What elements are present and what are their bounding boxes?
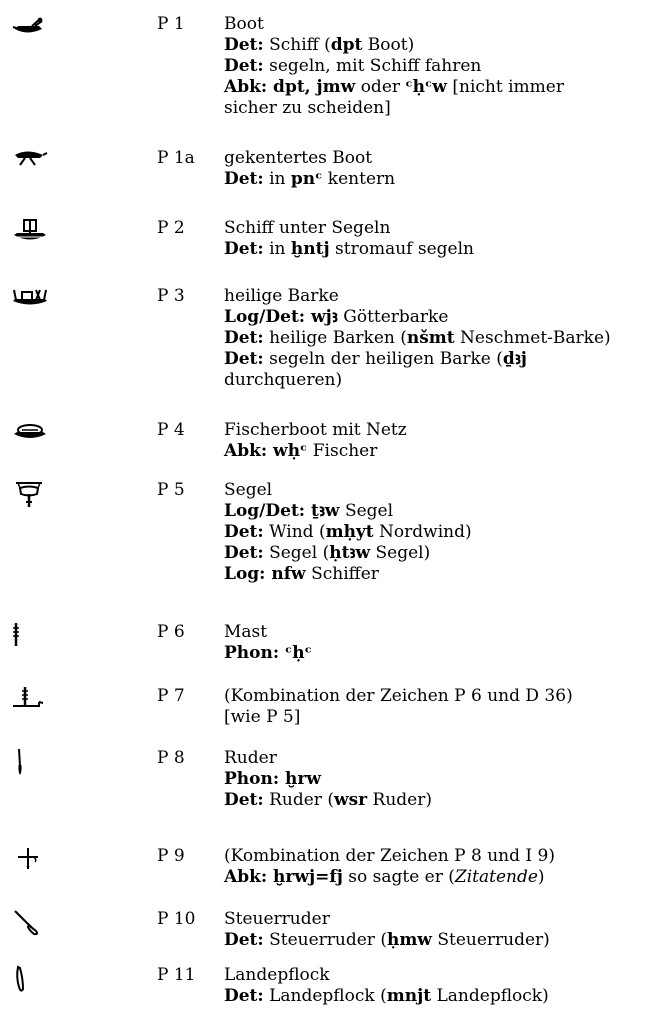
transliteration: ᶜḥᶜw: [405, 77, 447, 97]
oar-combination-icon: [10, 846, 50, 874]
field-label: Log:: [224, 564, 266, 584]
sign-code: P 4: [157, 420, 185, 440]
desc-line: [224, 35, 644, 56]
desc-line: [224, 543, 644, 564]
text-segment: [nicht immer: [446, 77, 564, 97]
sign-code: P 5: [157, 480, 185, 500]
field-label: Det:: [224, 986, 264, 1006]
sign-title: Landepflock: [224, 965, 330, 985]
desc-line: [224, 56, 644, 77]
transliteration: ṯꜣw: [305, 501, 340, 521]
sign-title: Steuerruder: [224, 909, 330, 929]
desc-line: [224, 769, 644, 790]
sign-code: P 1a: [157, 148, 195, 168]
desc-line: [224, 986, 644, 1007]
mooring-post-icon: [10, 965, 50, 993]
transliteration: wḥᶜ: [267, 441, 308, 461]
sign-code: P 9: [157, 846, 185, 866]
transliteration: ḥmw: [386, 930, 432, 950]
transliteration: wjꜣ: [305, 307, 338, 327]
sailing-ship-icon: [10, 218, 50, 246]
text-segment: Boot): [362, 35, 415, 55]
capsized-boat-icon: [10, 148, 50, 176]
desc-line: [224, 867, 644, 888]
text-segment: sicher zu scheiden]: [224, 98, 391, 118]
field-label: Det:: [224, 522, 264, 542]
transliteration: wsr: [333, 790, 368, 810]
transliteration: ḏꜣj: [502, 349, 527, 369]
transliteration: ḫrw: [279, 769, 321, 789]
text-segment: segeln, mit Schiff fahren: [263, 56, 482, 76]
desc-line: [224, 564, 644, 585]
text-segment: Ruder (: [263, 790, 334, 810]
transliteration: nšmt: [406, 328, 455, 348]
sign-title: Boot: [224, 14, 264, 34]
field-label: Det:: [224, 56, 264, 76]
sign-code: P 10: [157, 909, 196, 929]
desc-line: [224, 790, 644, 811]
sign-code: P 2: [157, 218, 185, 238]
text-segment: Segel (: [263, 543, 330, 563]
desc-line: [224, 370, 644, 391]
field-label: Det:: [224, 790, 264, 810]
desc-line: [224, 643, 644, 664]
sign-title: Segel: [224, 480, 273, 500]
text-segment: segeln der heiligen Barke (: [263, 349, 503, 369]
text-segment: Schiff (: [263, 35, 331, 55]
desc-line: [224, 169, 644, 190]
text-segment: in: [263, 169, 291, 189]
text-segment: Landepflock): [431, 986, 549, 1006]
transliteration: ḫntj: [290, 239, 330, 259]
text-segment: Neschmet-Barke): [454, 328, 611, 348]
field-label: Det:: [224, 543, 264, 563]
desc-line: [224, 930, 644, 951]
sign-title: (Kombination der Zeichen P 8 und I 9): [224, 846, 555, 866]
field-label: Det:: [224, 169, 264, 189]
field-label: Log/Det:: [224, 501, 306, 521]
text-segment: Ruder): [367, 790, 432, 810]
text-segment: [wie P 5]: [224, 707, 301, 727]
sign-title: heilige Barke: [224, 286, 339, 306]
desc-line: [224, 77, 644, 98]
sign-title: Fischerboot mit Netz: [224, 420, 407, 440]
field-label: Det:: [224, 349, 264, 369]
desc-line: [224, 328, 644, 349]
desc-line: [224, 349, 644, 370]
text-segment: Segel): [370, 543, 431, 563]
field-label: Phon:: [224, 643, 280, 663]
transliteration: ḥtꜣw: [329, 543, 371, 563]
steering-oar-icon: [10, 909, 50, 937]
transliteration: ḫrwj=fj: [267, 867, 343, 887]
text-segment: Steuerruder (: [263, 930, 387, 950]
field-label: Log/Det:: [224, 307, 306, 327]
transliteration: nfw: [265, 564, 306, 584]
sail-icon: [10, 480, 50, 508]
transliteration: mnjt: [386, 986, 432, 1006]
fishing-boat-icon: [10, 420, 50, 448]
text-segment: Segel: [339, 501, 394, 521]
sign-title: Ruder: [224, 748, 277, 768]
sign-code: P 3: [157, 286, 185, 306]
oar-icon: [10, 748, 50, 776]
text-segment: kentern: [322, 169, 396, 189]
desc-line: [224, 522, 644, 543]
transliteration: mḥyt: [325, 522, 374, 542]
text-segment: so sagte er (: [342, 867, 455, 887]
field-label: Abk:: [224, 867, 268, 887]
field-label: Abk:: [224, 441, 268, 461]
text-segment: Zitatende: [454, 867, 538, 887]
text-segment: Fischer: [307, 441, 378, 461]
field-label: Det:: [224, 239, 264, 259]
sign-code: P 7: [157, 686, 185, 706]
field-label: Det:: [224, 930, 264, 950]
sign-code: P 1: [157, 14, 185, 34]
text-segment: Landepflock (: [263, 986, 387, 1006]
transliteration: pnᶜ: [290, 169, 323, 189]
text-segment: Steuerruder): [431, 930, 550, 950]
sign-title: gekentertes Boot: [224, 148, 373, 168]
desc-line: [224, 98, 644, 119]
text-segment: Wind (: [263, 522, 326, 542]
desc-line: [224, 441, 644, 462]
sign-code: P 11: [157, 965, 196, 985]
text-segment: durchqueren): [224, 370, 343, 390]
transliteration: dpt: [330, 35, 363, 55]
sign-code: P 8: [157, 748, 185, 768]
text-segment: oder: [355, 77, 406, 97]
sign-title: Mast: [224, 622, 268, 642]
sign-title: (Kombination der Zeichen P 6 und D 36): [224, 686, 573, 706]
desc-line: [224, 307, 644, 328]
desc-line: [224, 707, 644, 728]
mast-arm-icon: [10, 686, 50, 714]
text-segment: heilige Barken (: [263, 328, 407, 348]
sign-title: Schiff unter Segeln: [224, 218, 391, 238]
field-label: Phon:: [224, 769, 280, 789]
text-segment: in: [263, 239, 291, 259]
text-segment: Schiffer: [305, 564, 379, 584]
sign-code: P 6: [157, 622, 185, 642]
desc-line: [224, 501, 644, 522]
sacred-barque-icon: [10, 286, 50, 314]
field-label: Abk:: [224, 77, 268, 97]
desc-line: [224, 239, 644, 260]
mast-icon: [10, 622, 50, 650]
boat-icon: [10, 14, 50, 42]
field-label: Det:: [224, 328, 264, 348]
transliteration: dpt, jmw: [267, 77, 356, 97]
transliteration: ᶜḥᶜ: [279, 643, 312, 663]
field-label: Det:: [224, 35, 264, 55]
text-segment: ): [537, 867, 545, 887]
text-segment: Götterbarke: [337, 307, 449, 327]
text-segment: Nordwind): [373, 522, 472, 542]
text-segment: stromauf segeln: [329, 239, 474, 259]
